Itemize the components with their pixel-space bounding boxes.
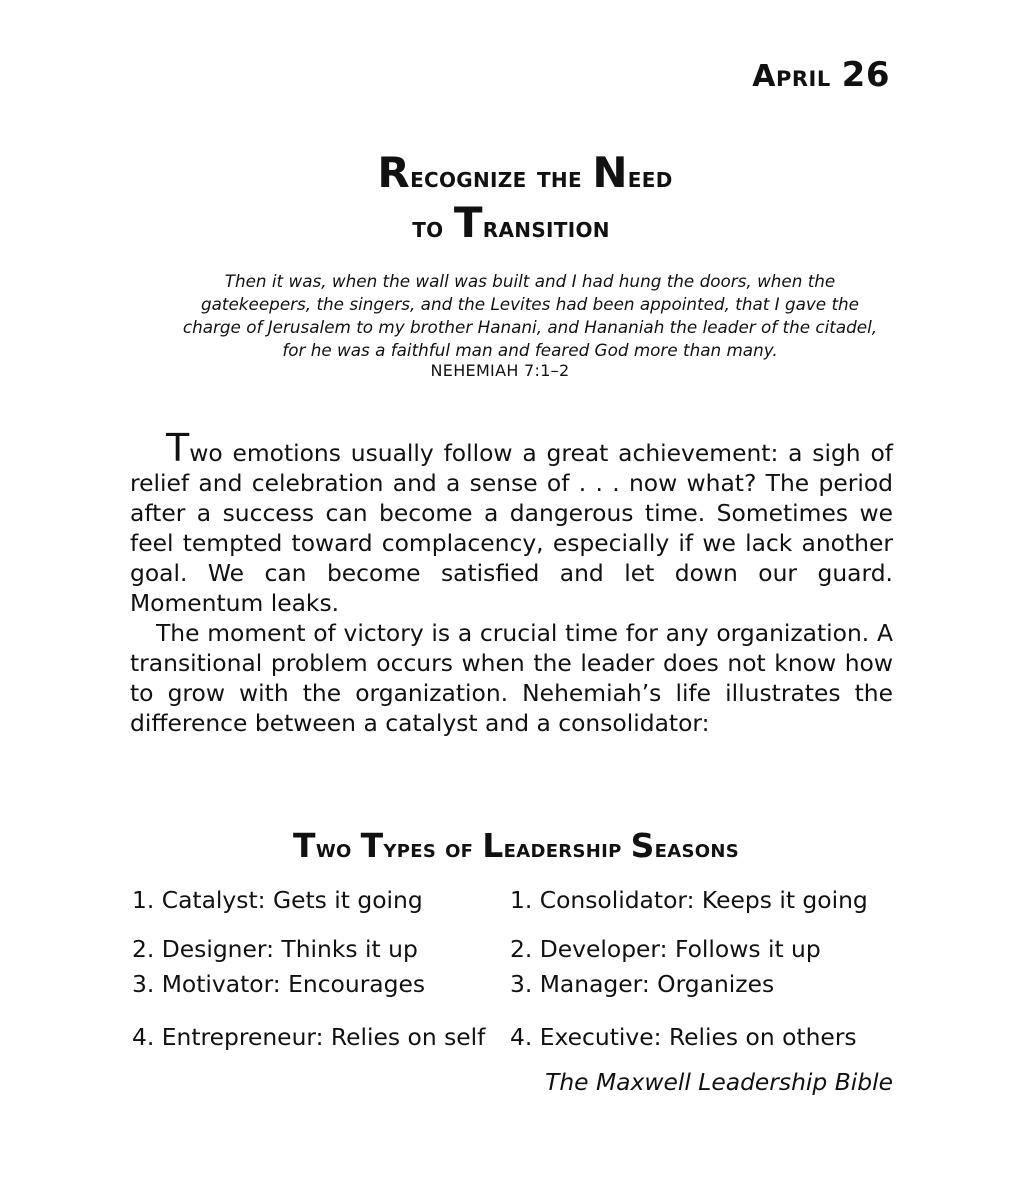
table-row (132, 932, 894, 967)
date-month: April (752, 59, 831, 94)
table-row (132, 868, 894, 932)
table-cell-manager: 3. Manager: Organizes (510, 970, 775, 998)
table-cell-motivator: 3. Motivator: Encourages (132, 970, 426, 998)
body-paragraph-1 (130, 426, 893, 618)
table-title-text: ypes of (383, 834, 483, 863)
table-cell-executive: 4. Executive: Relies on others (510, 1022, 857, 1051)
title-cap: N (592, 148, 628, 197)
table-title-cap: S (630, 826, 655, 865)
page-date (752, 55, 890, 95)
table-cell-consolidator: 1. Consolidator: Keeps it going (510, 885, 868, 914)
page-title (0, 150, 1022, 250)
table-cell-entrepreneur: 4. Entrepreneur: Relies on self (132, 1022, 486, 1051)
table-title-cap: L (482, 826, 504, 865)
table-title-text: easons (654, 834, 739, 863)
table-title-cap: T (293, 826, 316, 865)
leadership-table (132, 868, 894, 1072)
title-text: ransition (482, 210, 610, 244)
title-text: to (412, 210, 454, 244)
table-title-text: eadership (503, 834, 631, 863)
table-row (132, 967, 894, 1002)
title-cap: T (453, 198, 483, 247)
drop-cap: T (166, 426, 190, 470)
body-paragraph-1-text: wo emotions usually follow a great achievement: a sigh of relief and celebration and a sense of . . . now what? The period after a success can become a dangerous time. Sometimes we feel tempted toward complacency, especially if we lack another goal. We can become satisfied and let down our guard. Momentum leaks. (130, 439, 893, 617)
table-cell-developer: 2. Developer: Follows it up (510, 935, 821, 963)
body-text (130, 426, 893, 738)
scripture-reference: NEHEMIAH 7:1–2 (430, 361, 570, 380)
source-attribution: The Maxwell Leadership Bible (545, 1068, 893, 1096)
body-paragraph-2: The moment of victory is a crucial time for any organization. A transitional problem occurs when the leader does not know how to grow with the organization. Nehemiah’s life illustrates the difference between a catalyst and a consolidator: (130, 619, 893, 737)
title-text: ecognize the (410, 160, 593, 194)
title-line-2 (0, 200, 1022, 250)
table-cell-catalyst: 1. Catalyst: Gets it going (132, 885, 423, 914)
title-text: eed (627, 160, 673, 194)
title-cap: R (377, 148, 411, 197)
scripture-verse: Then it was, when the wall was built and I had hung the doors, when the gatekeepers, the singers, and the Levites had been appointed, that I gave the charge of Jerusalem to my brother Hanani, and Hananiah the leader of the citadel, for he was a faithful man and feared God more than many. (182, 271, 878, 360)
title-line-1 (0, 150, 1022, 200)
table-title-cap: T (360, 826, 384, 865)
table-title (0, 828, 1022, 867)
table-title-text: wo (315, 834, 361, 863)
table-row (132, 1002, 894, 1072)
table-cell-designer: 2. Designer: Thinks it up (132, 935, 418, 963)
date-day: 26 (841, 55, 890, 95)
